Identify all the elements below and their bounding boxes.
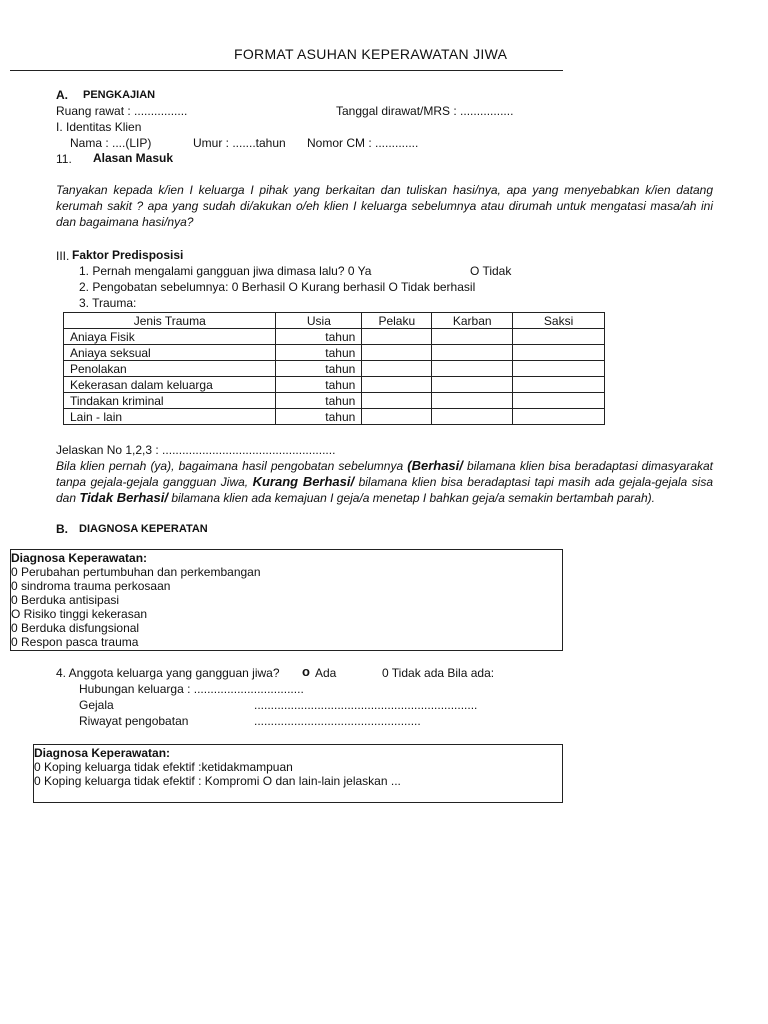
cell-saksi[interactable] — [513, 409, 605, 425]
cell-usia: tahun — [276, 409, 362, 425]
header-jenis-trauma: Jenis Trauma — [64, 313, 276, 329]
table-row — [64, 345, 605, 361]
diagnosa-box-2 — [33, 744, 563, 803]
cell-pelaku[interactable] — [362, 409, 432, 425]
tidak-berhasil-term: Tidak Berhasi/ — [79, 490, 168, 505]
diagnosa-item[interactable]: 0 Berduka antisipasi — [11, 593, 120, 607]
tanggal-field: Tanggal dirawat/MRS : ................ — [336, 104, 514, 118]
trauma-table — [63, 312, 605, 425]
cell-jenis: Tindakan kriminal — [64, 393, 276, 409]
jelaskan-paragraph — [56, 458, 713, 506]
cell-karban[interactable] — [432, 377, 513, 393]
cell-jenis: Kekerasan dalam keluarga — [64, 377, 276, 393]
cell-usia: tahun — [276, 345, 362, 361]
jelaskan-text-3: bilamana klien bisa beradaptasi tapi masih ada gejala-gejala sisa dan — [56, 475, 713, 505]
page-title: FORMAT ASUHAN KEPERAWATAN JIWA — [234, 46, 508, 62]
umur-field: Umur : .......tahun — [193, 136, 286, 150]
cell-saksi[interactable] — [513, 377, 605, 393]
jelaskan-line: Jelaskan No 1,2,3 : .................................................... — [56, 443, 336, 457]
table-row — [64, 361, 605, 377]
cell-usia: tahun — [276, 329, 362, 345]
identitas-heading: I. Identitas Klien — [56, 120, 142, 134]
faktor-number: III. — [56, 249, 70, 263]
cell-jenis: Lain - lain — [64, 409, 276, 425]
diagnosa-item[interactable]: 0 Koping keluarga tidak efektif :ketidakmampuan — [34, 760, 293, 774]
q1-pernah-gangguan: 1. Pernah mengalami gangguan jiwa dimasa lalu? 0 Ya — [79, 264, 372, 278]
header-usia: Usia — [276, 313, 362, 329]
cell-saksi[interactable] — [513, 329, 605, 345]
q4-option-ada: Ada — [315, 666, 337, 680]
cell-saksi[interactable] — [513, 361, 605, 377]
cell-jenis: Aniaya Fisik — [64, 329, 276, 345]
cell-jenis: Aniaya seksual — [64, 345, 276, 361]
cell-pelaku[interactable] — [362, 329, 432, 345]
q4-option-ada-marker[interactable]: o — [302, 664, 310, 679]
table-row — [64, 409, 605, 425]
table-row — [64, 377, 605, 393]
q3-trauma: 3. Trauma: — [79, 296, 137, 310]
nama-field: Nama : ....(LIP) — [70, 136, 152, 150]
riwayat-pengobatan-dots: .................................................. — [254, 714, 421, 728]
diagnosa-item[interactable]: 0 Perubahan pertumbuhan dan perkembangan — [11, 565, 261, 579]
cell-jenis: Penolakan — [64, 361, 276, 377]
cell-usia: tahun — [276, 377, 362, 393]
jelaskan-text-2: bilamana klien bisa beradaptasi dimasyarakat tanpa gejala-gejala gangguan Jiwa, — [56, 459, 713, 489]
berhasil-term: (Berhasi/ — [407, 458, 463, 473]
header-saksi: Saksi — [513, 313, 605, 329]
riwayat-pengobatan-label: Riwayat pengobatan — [79, 714, 189, 728]
diagnosa-1-heading: Diagnosa Keperawatan: — [11, 551, 148, 565]
cell-karban[interactable] — [432, 393, 513, 409]
q1-option-tidak: O Tidak — [470, 264, 512, 278]
diagnosa-item[interactable]: 0 Respon pasca trauma — [11, 635, 139, 649]
q4-option-tidak: 0 Tidak ada Bila ada: — [382, 666, 495, 680]
header-pelaku: Pelaku — [362, 313, 432, 329]
header-karban: Karban — [432, 313, 513, 329]
alasan-number: 11. — [56, 152, 72, 166]
cell-karban[interactable] — [432, 409, 513, 425]
diagnosa-item[interactable]: O Risiko tinggi kekerasan — [11, 607, 148, 621]
cell-karban[interactable] — [432, 361, 513, 377]
cell-pelaku[interactable] — [362, 361, 432, 377]
ruang-rawat-field: Ruang rawat : ................ — [56, 104, 188, 118]
table-row — [64, 393, 605, 409]
cell-usia: tahun — [276, 361, 362, 377]
nomor-cm-field: Nomor CM : ............. — [307, 136, 419, 150]
section-b-letter: B. — [56, 522, 68, 536]
section-a-heading: PENGKAJIAN — [83, 89, 156, 101]
q4-anggota-keluarga: 4. Anggota keluarga yang gangguan jiwa? — [56, 666, 280, 680]
table-row — [64, 329, 605, 345]
cell-saksi[interactable] — [513, 393, 605, 409]
kurang-berhasil-term: Kurang Berhasi/ — [252, 474, 355, 489]
jelaskan-text-4: bilamana klien ada kemajuan I geja/a menetap I bahkan geja/a semakin bertambah parah). — [168, 491, 655, 505]
jelaskan-text-1: Bila klien pernah (ya), bagaimana hasil pengobatan sebelumnya — [56, 459, 408, 473]
gejala-label: Gejala — [79, 698, 114, 712]
cell-pelaku[interactable] — [362, 377, 432, 393]
section-a-letter: A. — [56, 88, 68, 102]
diagnosa-box-1 — [10, 549, 563, 651]
cell-saksi[interactable] — [513, 345, 605, 361]
alasan-instructions: Tanyakan kepada k/ien I keluarga I pihak yang berkaitan dan tuliskan hasi/nya, apa yang menyebabkan k/ien datang kerumah sakit ? apa yang sudah di/akukan o/eh klien I keluarga sebelumnya atau dirumah untuk mengatasi masa/ah ini dan bagaimana hasi/nya? — [56, 183, 713, 229]
diagnosa-item[interactable]: 0 Koping keluarga tidak efektif : Kompromi O dan lain-lain jelaskan ... — [34, 774, 401, 788]
faktor-heading: Faktor Predisposisi — [72, 248, 184, 262]
cell-pelaku[interactable] — [362, 393, 432, 409]
section-b-heading: DIAGNOSA KEPERATAN — [79, 523, 208, 535]
cell-pelaku[interactable] — [362, 345, 432, 361]
hubungan-keluarga-field: Hubungan keluarga : ................................. — [79, 682, 304, 696]
q2-pengobatan: 2. Pengobatan sebelumnya: 0 Berhasil O Kurang berhasil O Tidak berhasil — [79, 280, 476, 294]
title-rule — [10, 70, 563, 71]
cell-karban[interactable] — [432, 329, 513, 345]
cell-karban[interactable] — [432, 345, 513, 361]
diagnosa-item[interactable]: 0 Berduka disfungsional — [11, 621, 140, 635]
diagnosa-item[interactable]: 0 sindroma trauma perkosaan — [11, 579, 171, 593]
table-header-row — [64, 313, 605, 329]
alasan-heading: Alasan Masuk — [93, 151, 174, 165]
cell-usia: tahun — [276, 393, 362, 409]
gejala-dots: ................................................................... — [254, 698, 478, 712]
diagnosa-2-heading: Diagnosa Keperawatan: — [34, 746, 171, 760]
